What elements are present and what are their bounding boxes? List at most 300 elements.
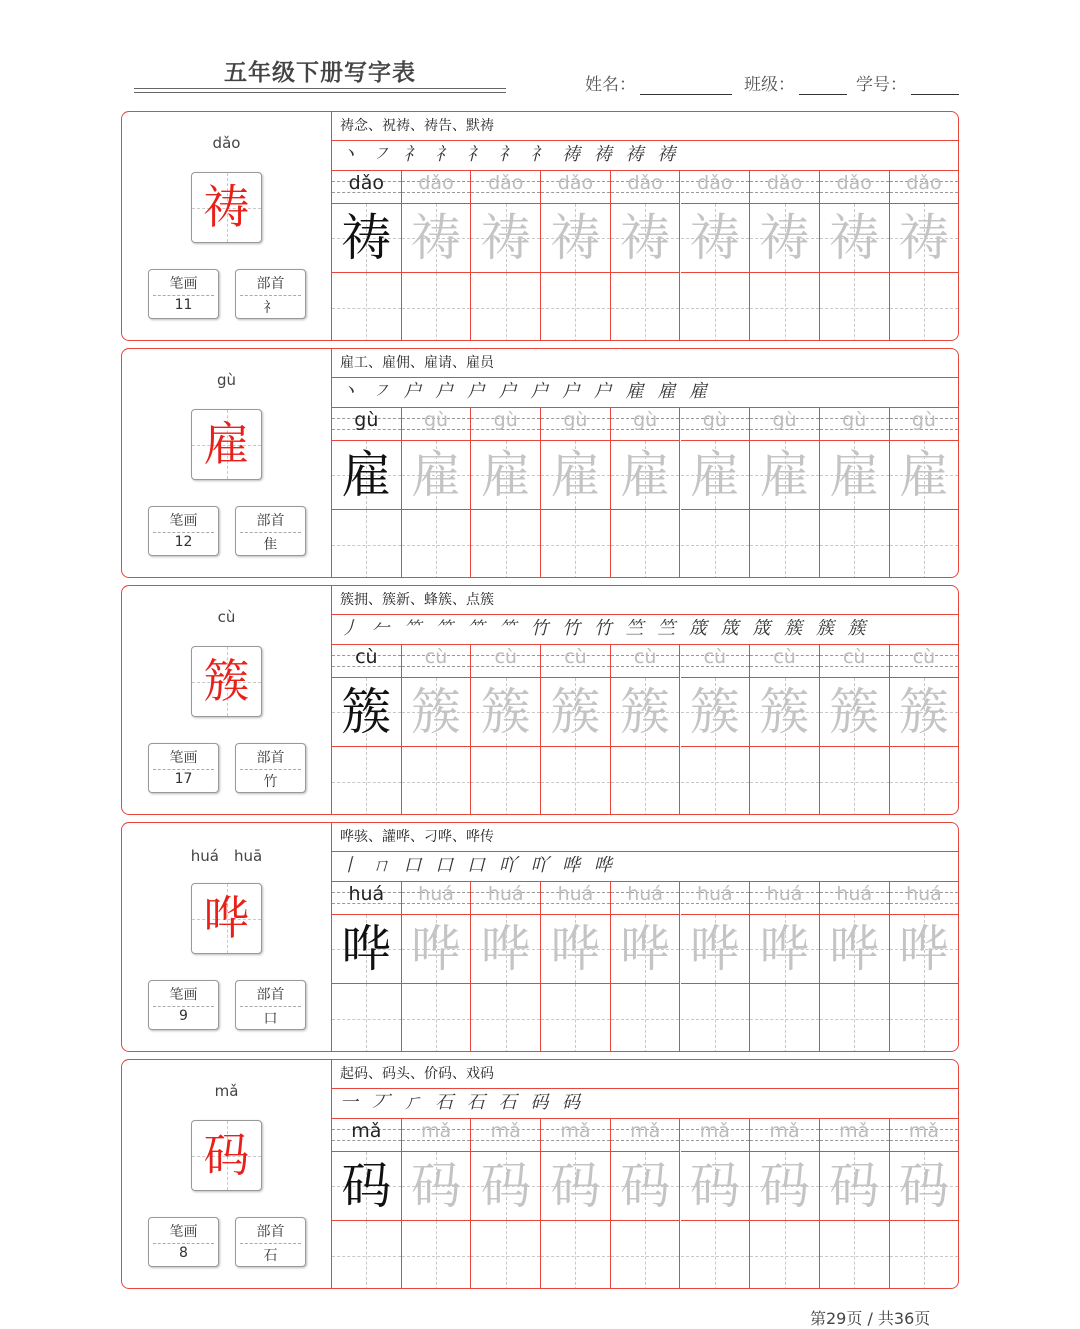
pinyin-trace: huá	[836, 883, 873, 905]
pinyin-trace: huá	[487, 883, 524, 905]
pinyin-cell[interactable]	[471, 170, 541, 204]
class-field[interactable]	[744, 70, 847, 95]
pinyin-cell[interactable]	[681, 644, 751, 678]
char-trace: 簇	[898, 683, 949, 741]
pinyin-trace: mǎ	[699, 1120, 730, 1142]
radical-value: 隹	[263, 537, 278, 553]
radical-label: 部首	[256, 513, 285, 529]
char-trace-cell[interactable]	[471, 1152, 541, 1221]
char-card	[121, 585, 959, 815]
blank-practice-cell[interactable]	[541, 273, 611, 341]
pinyin-trace: mǎ	[351, 1120, 382, 1142]
pinyin-cell[interactable]	[750, 170, 820, 204]
stroke-order: 丨 ㄇ 口 口 口 吖 吖 哗 哗	[332, 851, 958, 882]
char-trace: 雇	[480, 446, 531, 504]
char-trace: 雇	[689, 446, 740, 504]
pinyin-cell[interactable]	[471, 881, 541, 915]
page-title: 五年级下册写字表	[224, 60, 416, 86]
blank-practice-cell[interactable]	[402, 273, 472, 341]
char-trace-cell[interactable]	[471, 915, 541, 984]
char-trace-cell[interactable]	[750, 441, 820, 510]
char-display: 哗	[203, 891, 250, 945]
page-footer: 第29页 / 共36页	[810, 1309, 931, 1328]
char-card	[121, 111, 959, 341]
pinyin-cell	[332, 407, 402, 441]
pinyin-cell[interactable]	[611, 407, 681, 441]
char-trace: 雇	[759, 446, 810, 504]
char-info-panel	[122, 112, 332, 340]
radical-value: 口	[263, 1011, 278, 1027]
pinyin-trace: gù	[702, 409, 727, 431]
blank-practice-cell[interactable]	[681, 273, 751, 341]
pinyin-cell[interactable]	[402, 881, 472, 915]
pinyin-cell[interactable]	[541, 407, 611, 441]
char-trace: 祷	[898, 209, 949, 267]
char-trace: 雇	[829, 446, 880, 504]
stroke-order: 一 丆 ㄏ 石 石 石 码 码	[332, 1088, 958, 1119]
blank-practice-cell[interactable]	[541, 984, 611, 1052]
char-trace-cell[interactable]	[541, 678, 611, 747]
title-underline-2	[134, 92, 506, 93]
char-trace: 码	[829, 1157, 880, 1215]
id-label: 学号：	[856, 75, 907, 95]
char-info-panel	[122, 349, 332, 577]
pinyin-cell[interactable]	[820, 1118, 890, 1152]
char-trace-cell[interactable]	[471, 441, 541, 510]
char-display-box	[191, 883, 262, 954]
char-pinyin: dǎo	[212, 134, 241, 152]
pinyin-cell[interactable]	[471, 407, 541, 441]
id-field[interactable]	[856, 70, 959, 95]
char-display: 祷	[203, 180, 250, 234]
char-trace-cell[interactable]	[681, 204, 751, 273]
char-trace-cell[interactable]	[681, 678, 751, 747]
char-trace: 哗	[829, 920, 880, 978]
pinyin-trace: gù	[563, 409, 588, 431]
practice-grid	[332, 112, 958, 340]
pinyin-cell[interactable]	[611, 881, 681, 915]
char-trace-cell[interactable]	[402, 204, 472, 273]
blank-practice-cell[interactable]	[471, 510, 541, 578]
pinyin-trace: mǎ	[630, 1120, 661, 1142]
pinyin-cell[interactable]	[890, 881, 959, 915]
blank-practice-cell[interactable]	[611, 747, 681, 815]
char-trace-cell[interactable]	[890, 915, 959, 984]
char-trace: 哗	[550, 920, 601, 978]
blank-practice-cell[interactable]	[541, 1221, 611, 1289]
stroke-count-box	[148, 1217, 219, 1267]
pinyin-cell[interactable]	[402, 407, 472, 441]
stroke-count-value: 9	[179, 1008, 188, 1024]
char-display: 雇	[203, 417, 250, 471]
stroke-count-label: 笔画	[169, 750, 198, 766]
radical-label: 部首	[256, 1224, 285, 1240]
pinyin-cell	[332, 644, 402, 678]
pinyin-trace: dǎo	[348, 172, 384, 194]
radical-value: 竹	[263, 774, 278, 790]
radical-box	[235, 1217, 306, 1267]
char-trace-cell	[332, 441, 402, 510]
blank-practice-cell[interactable]	[541, 747, 611, 815]
pinyin-cell[interactable]	[750, 644, 820, 678]
char-trace-cell	[332, 204, 402, 273]
char-trace: 哗	[898, 920, 949, 978]
pinyin-cell[interactable]	[681, 170, 751, 204]
char-trace-cell[interactable]	[820, 441, 890, 510]
pinyin-trace: dǎo	[627, 172, 663, 194]
pinyin-trace: mǎ	[560, 1120, 591, 1142]
blank-practice-cell[interactable]	[332, 747, 402, 815]
stroke-count-label: 笔画	[169, 276, 198, 292]
char-trace-cell[interactable]	[611, 915, 681, 984]
char-card	[121, 348, 959, 578]
example-words: 起码、码头、价码、戏码	[332, 1060, 958, 1089]
blank-practice-cell[interactable]	[681, 1221, 751, 1289]
blank-practice-cell[interactable]	[402, 747, 472, 815]
stroke-count-value: 12	[174, 534, 193, 550]
pinyin-cell[interactable]	[611, 1118, 681, 1152]
char-trace-cell[interactable]	[402, 1152, 472, 1221]
char-trace-cell[interactable]	[890, 204, 959, 273]
pinyin-trace: dǎo	[697, 172, 733, 194]
blank-practice-cell[interactable]	[332, 273, 402, 341]
char-trace-cell[interactable]	[402, 678, 472, 747]
char-trace: 哗	[689, 920, 740, 978]
radical-box	[235, 506, 306, 556]
pinyin-cell[interactable]	[750, 881, 820, 915]
pinyin-trace: huá	[348, 883, 385, 905]
pinyin-trace: mǎ	[769, 1120, 800, 1142]
name-field[interactable]	[585, 70, 732, 95]
char-trace-cell	[332, 915, 402, 984]
char-trace-cell[interactable]	[750, 915, 820, 984]
pinyin-trace: mǎ	[490, 1120, 521, 1142]
pinyin-trace: gù	[772, 409, 797, 431]
pinyin-trace: gù	[842, 409, 867, 431]
pinyin-trace: dǎo	[766, 172, 803, 194]
stroke-count-value: 11	[174, 297, 193, 313]
char-display: 簇	[203, 654, 250, 708]
char-info-panel	[122, 823, 332, 1051]
char-trace-cell[interactable]	[820, 678, 890, 747]
blank-practice-cell[interactable]	[750, 510, 820, 578]
blank-practice-cell[interactable]	[332, 1221, 402, 1289]
char-trace: 哗	[759, 920, 810, 978]
pinyin-trace: mǎ	[839, 1120, 870, 1142]
blank-practice-cell[interactable]	[471, 984, 541, 1052]
pinyin-cell	[332, 881, 402, 915]
pinyin-trace: huá	[627, 883, 663, 905]
stroke-count-label: 笔画	[169, 987, 198, 1003]
id-blank[interactable]	[911, 74, 959, 95]
pinyin-cell[interactable]	[402, 644, 472, 678]
pinyin-cell[interactable]	[471, 1118, 541, 1152]
radical-label: 部首	[256, 276, 285, 292]
practice-grid	[332, 1060, 958, 1288]
pinyin-trace: cù	[842, 646, 866, 668]
pinyin-cell[interactable]	[541, 881, 611, 915]
char-trace: 雇	[898, 446, 949, 504]
char-trace: 哗	[411, 920, 462, 978]
blank-practice-cell[interactable]	[681, 510, 751, 578]
class-blank[interactable]	[799, 74, 847, 95]
char-trace: 簇	[759, 683, 810, 741]
char-trace: 簇	[829, 683, 880, 741]
char-trace-cell[interactable]	[541, 915, 611, 984]
char-trace-cell[interactable]	[611, 678, 681, 747]
radical-label: 部首	[256, 750, 285, 766]
char-pinyin: cù	[217, 608, 236, 626]
char-trace: 哗	[480, 920, 531, 978]
char-display-box	[191, 409, 262, 480]
char-trace-cell[interactable]	[402, 915, 472, 984]
blank-practice-cell[interactable]	[820, 747, 890, 815]
example-words: 簇拥、簇新、蜂簇、点簇	[332, 586, 958, 615]
pinyin-cell[interactable]	[820, 644, 890, 678]
char-display: 码	[203, 1128, 250, 1182]
pinyin-cell[interactable]	[402, 1118, 472, 1152]
char-trace: 祷	[829, 209, 880, 267]
blank-practice-cell[interactable]	[611, 984, 681, 1052]
pinyin-trace: dǎo	[557, 172, 594, 194]
char-trace: 祷	[480, 209, 531, 267]
stroke-count-box	[148, 506, 219, 556]
char-display-box	[191, 1120, 262, 1191]
radical-box	[235, 743, 306, 793]
blank-practice-cell[interactable]	[611, 273, 681, 341]
char-trace: 祷	[759, 209, 810, 267]
blank-practice-cell[interactable]	[890, 747, 959, 815]
blank-practice-cell[interactable]	[750, 273, 820, 341]
pinyin-cell[interactable]	[890, 170, 959, 204]
blank-practice-cell[interactable]	[681, 747, 751, 815]
char-trace: 祷	[550, 209, 601, 267]
char-trace-cell[interactable]	[890, 441, 959, 510]
pinyin-cell[interactable]	[820, 407, 890, 441]
blank-practice-cell[interactable]	[890, 1221, 959, 1289]
example-words: 哗骇、讙哗、刁哗、哗传	[332, 823, 958, 852]
char-trace: 祷	[411, 209, 462, 267]
pinyin-cell[interactable]	[750, 1118, 820, 1152]
blank-practice-cell[interactable]	[750, 747, 820, 815]
blank-practice-cell[interactable]	[890, 984, 959, 1052]
name-blank[interactable]	[640, 74, 732, 95]
title-underline	[134, 88, 506, 89]
char-trace: 簇	[689, 683, 740, 741]
blank-practice-cell[interactable]	[402, 1221, 472, 1289]
name-label: 姓名：	[585, 75, 636, 95]
char-trace: 簇	[480, 683, 531, 741]
pinyin-trace: gù	[423, 409, 449, 431]
blank-practice-cell[interactable]	[820, 510, 890, 578]
blank-practice-cell[interactable]	[402, 984, 472, 1052]
stroke-count-label: 笔画	[169, 1224, 198, 1240]
pinyin-cell[interactable]	[681, 881, 751, 915]
char-trace-cell[interactable]	[541, 204, 611, 273]
char-trace: 码	[411, 1157, 462, 1215]
pinyin-cell[interactable]	[890, 1118, 959, 1152]
char-pinyin: huá huā	[190, 847, 263, 865]
stroke-order: 丿 𠂉 ⺮ ⺮ ⺮ ⺮ 竹 竹 竹 竺 竺 筬 筬 筬 簇 簇 簇	[332, 614, 958, 645]
stroke-count-box	[148, 743, 219, 793]
pinyin-cell[interactable]	[541, 644, 611, 678]
blank-practice-cell[interactable]	[890, 273, 959, 341]
pinyin-trace: cù	[424, 646, 448, 668]
pinyin-cell[interactable]	[820, 170, 890, 204]
char-trace-cell[interactable]	[820, 204, 890, 273]
pinyin-trace: gù	[911, 409, 936, 431]
pinyin-cell[interactable]	[402, 170, 472, 204]
char-trace-cell[interactable]	[820, 1152, 890, 1221]
pinyin-cell[interactable]	[681, 407, 751, 441]
blank-practice-cell[interactable]	[820, 273, 890, 341]
pinyin-trace: gù	[493, 409, 518, 431]
char-trace: 码	[480, 1157, 531, 1215]
char-trace-cell[interactable]	[750, 204, 820, 273]
char-trace-cell[interactable]	[820, 915, 890, 984]
char-pinyin: gù	[216, 371, 237, 389]
stroke-count-value: 17	[174, 771, 193, 787]
char-trace: 祷	[620, 209, 671, 267]
char-trace-cell[interactable]	[750, 1152, 820, 1221]
pinyin-cell[interactable]	[820, 881, 890, 915]
char-trace-cell[interactable]	[471, 678, 541, 747]
char-trace: 码	[759, 1157, 810, 1215]
pinyin-trace: cù	[633, 646, 657, 668]
pinyin-trace: cù	[912, 646, 936, 668]
pinyin-trace: cù	[773, 646, 796, 668]
pinyin-trace: huá	[557, 883, 594, 905]
radical-box	[235, 269, 306, 319]
char-display-box	[191, 646, 262, 717]
radical-box	[235, 980, 306, 1030]
pinyin-trace: cù	[355, 646, 378, 668]
char-trace: 码	[620, 1157, 671, 1215]
char-trace: 祷	[689, 209, 740, 267]
pinyin-trace: gù	[633, 409, 658, 431]
pinyin-trace: dǎo	[488, 172, 524, 194]
char-trace-cell	[332, 678, 402, 747]
pinyin-trace: cù	[564, 646, 587, 668]
char-trace: 码	[898, 1157, 949, 1215]
stroke-order: 丶 ㇇ 户 户 户 户 户 户 户 雇 雇 雇	[332, 377, 958, 408]
blank-practice-cell[interactable]	[820, 1221, 890, 1289]
pinyin-cell[interactable]	[890, 644, 959, 678]
pinyin-cell[interactable]	[611, 170, 681, 204]
class-label: 班级：	[744, 75, 795, 95]
char-trace-cell[interactable]	[681, 441, 751, 510]
char-trace-cell[interactable]	[611, 441, 681, 510]
char-info-panel	[122, 1060, 332, 1288]
pinyin-trace: huá	[418, 883, 454, 905]
char-trace: 雇	[341, 446, 392, 504]
blank-practice-cell[interactable]	[681, 984, 751, 1052]
stroke-count-box	[148, 980, 219, 1030]
practice-grid	[332, 823, 958, 1051]
char-trace-cell[interactable]	[890, 1152, 959, 1221]
blank-practice-cell[interactable]	[820, 984, 890, 1052]
char-trace-cell[interactable]	[471, 204, 541, 273]
pinyin-cell[interactable]	[750, 407, 820, 441]
char-trace: 簇	[620, 683, 671, 741]
pinyin-trace: dǎo	[836, 172, 872, 194]
blank-practice-cell[interactable]	[471, 1221, 541, 1289]
char-trace: 哗	[620, 920, 671, 978]
pinyin-cell[interactable]	[611, 644, 681, 678]
char-card	[121, 822, 959, 1052]
pinyin-trace: huá	[906, 883, 942, 905]
pinyin-cell[interactable]	[541, 1118, 611, 1152]
pinyin-cell[interactable]	[541, 170, 611, 204]
char-info-panel	[122, 586, 332, 814]
char-trace-cell[interactable]	[681, 915, 751, 984]
blank-practice-cell[interactable]	[332, 510, 402, 578]
char-trace-cell[interactable]	[611, 1152, 681, 1221]
char-trace: 雇	[411, 446, 462, 504]
char-trace: 雇	[550, 446, 601, 504]
pinyin-cell[interactable]	[890, 407, 959, 441]
char-trace-cell[interactable]	[681, 1152, 751, 1221]
pinyin-trace: huá	[766, 883, 803, 905]
char-trace: 码	[689, 1157, 740, 1215]
char-trace: 簇	[550, 683, 601, 741]
char-trace: 码	[341, 1157, 392, 1215]
blank-practice-cell[interactable]	[402, 510, 472, 578]
blank-practice-cell[interactable]	[890, 510, 959, 578]
char-trace-cell	[332, 1152, 402, 1221]
stroke-order: 丶 ㇇ 礻 礻 礻 礻 礻 祷 祷 祷 祷	[332, 140, 958, 171]
pinyin-cell[interactable]	[681, 1118, 751, 1152]
example-words: 雇工、雇佣、雇请、雇员	[332, 349, 958, 378]
char-trace: 簇	[341, 683, 392, 741]
char-trace: 簇	[411, 683, 462, 741]
char-trace: 祷	[341, 209, 392, 267]
blank-practice-cell[interactable]	[471, 273, 541, 341]
blank-practice-cell[interactable]	[750, 1221, 820, 1289]
stroke-count-box	[148, 269, 219, 319]
radical-value: 石	[263, 1248, 278, 1264]
pinyin-trace: mǎ	[420, 1120, 452, 1142]
pinyin-cell	[332, 170, 402, 204]
blank-practice-cell[interactable]	[471, 747, 541, 815]
char-trace-cell[interactable]	[402, 441, 472, 510]
stroke-count-label: 笔画	[169, 513, 198, 529]
char-trace-cell[interactable]	[750, 678, 820, 747]
blank-practice-cell[interactable]	[541, 510, 611, 578]
practice-grid	[332, 349, 958, 577]
char-trace-cell[interactable]	[611, 204, 681, 273]
blank-practice-cell[interactable]	[611, 510, 681, 578]
blank-practice-cell[interactable]	[750, 984, 820, 1052]
example-words: 祷念、祝祷、祷告、默祷	[332, 112, 958, 141]
char-trace-cell[interactable]	[890, 678, 959, 747]
practice-grid	[332, 586, 958, 814]
char-trace-cell[interactable]	[541, 441, 611, 510]
char-card	[121, 1059, 959, 1289]
char-pinyin: mǎ	[214, 1082, 239, 1100]
char-trace: 哗	[341, 920, 392, 978]
pinyin-cell[interactable]	[471, 644, 541, 678]
stroke-count-value: 8	[179, 1245, 188, 1261]
blank-practice-cell[interactable]	[332, 984, 402, 1052]
pinyin-trace: mǎ	[908, 1120, 940, 1142]
radical-value: 礻	[263, 300, 278, 316]
char-trace-cell[interactable]	[541, 1152, 611, 1221]
pinyin-cell	[332, 1118, 402, 1152]
radical-label: 部首	[256, 987, 285, 1003]
pinyin-trace: dǎo	[906, 172, 942, 194]
blank-practice-cell[interactable]	[611, 1221, 681, 1289]
